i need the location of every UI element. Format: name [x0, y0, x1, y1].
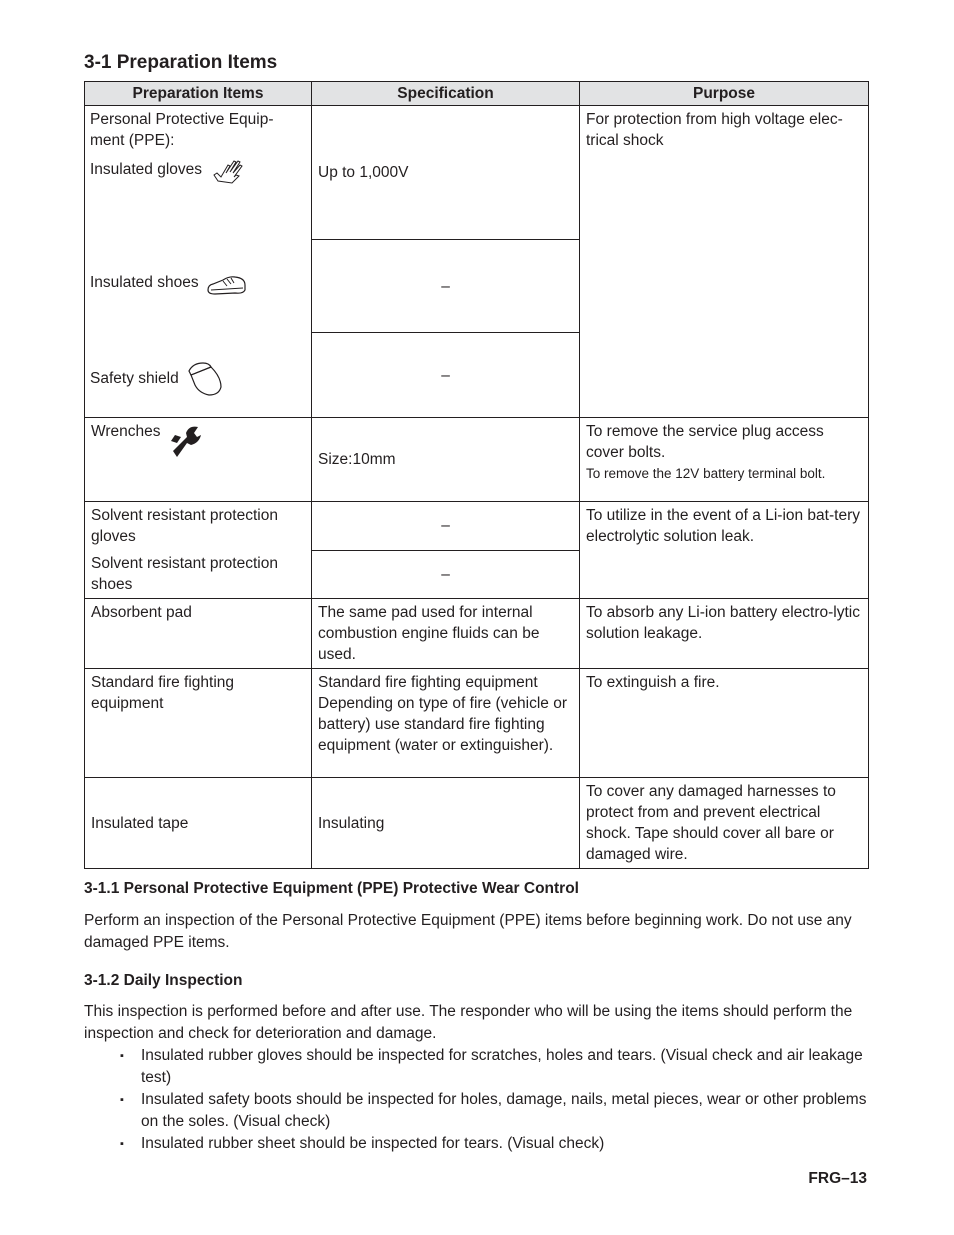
table-header-row	[85, 82, 869, 106]
spec-fire-fighting-detail: Depending on type of fire (vehicle or battery) use standard fire fighting equipment (water or extinguisher).	[318, 695, 568, 754]
purpose-solvent: To utilize in the event of a Li-ion bat-tery electrolytic solution leak.	[580, 502, 869, 599]
daily-inspection-intro: This inspection is performed before and after use. The responder who will be using the items should perform the inspection and check for deterioration and damage.	[84, 1003, 853, 1042]
preparation-items-table	[84, 81, 869, 869]
glove-icon	[210, 153, 250, 187]
item-safety-shield: Safety shield	[90, 370, 179, 388]
item-absorbent-pad: Absorbent pad	[85, 599, 312, 669]
list-item: ▪ Insulated rubber gloves should be inspected for scratches, holes and tears. (Visual check and air leakage test)	[84, 1045, 874, 1089]
table-row	[85, 599, 869, 669]
purpose-insulated-tape: To cover any damaged harnesses to protect from and prevent electrical shock. Tape should cover all bare or damaged wire.	[580, 778, 869, 869]
face-shield-icon	[185, 361, 225, 397]
spec-absorbent-pad: The same pad used for internal combustion engine fluids can be used.	[312, 599, 580, 669]
section-title: 3-1 Preparation Items	[84, 52, 278, 73]
header-specification: Specification	[312, 82, 580, 106]
table-row	[85, 418, 869, 502]
list-item: ▪ Insulated safety boots should be inspected for holes, damage, nails, metal pieces, wear or other problems on the soles. (Visual check)	[84, 1089, 874, 1133]
table-row	[85, 502, 869, 551]
item-insulated-shoes: Insulated shoes	[90, 274, 199, 292]
table-row	[85, 669, 869, 778]
header-preparation-items: Preparation Items	[85, 82, 312, 106]
table-row	[85, 106, 869, 240]
purpose-absorbent-pad: To absorb any Li-ion battery electro-lytic solution leakage.	[580, 599, 869, 669]
item-solvent-shoes: Solvent resistant protection shoes	[91, 555, 278, 593]
header-purpose: Purpose	[580, 82, 869, 106]
inspection-list	[84, 1045, 874, 1155]
spec-fire-fighting: Standard fire fighting equipment	[318, 674, 538, 691]
item-wrenches-cell	[85, 418, 312, 502]
subsection-title-ppe-control: 3-1.1 Personal Protective Equipment (PPE) Protective Wear Control	[84, 880, 579, 897]
ppe-label: Personal Protective Equip-	[90, 111, 274, 128]
spec-fire-fighting-cell	[312, 669, 580, 778]
item-solvent-gloves: Solvent resistant protection gloves	[91, 507, 278, 545]
item-insulated-gloves: Insulated gloves	[90, 161, 203, 179]
spec-insulated-gloves: Up to 1,000V	[312, 106, 580, 240]
purpose-wrenches-cell	[580, 418, 869, 502]
page-number: FRG–13	[808, 1170, 867, 1187]
shoe-icon	[205, 268, 249, 298]
wrench-icon	[167, 421, 207, 459]
purpose-fire-fighting: To extinguish a fire.	[580, 669, 869, 778]
ppe-items-cell	[85, 106, 312, 418]
item-wrenches: Wrenches	[91, 423, 161, 440]
spec-wrenches: Size:10mm	[312, 418, 580, 502]
purpose-ppe: For protection from high voltage elec-trical shock	[580, 106, 869, 418]
ppe-control-body: Perform an inspection of the Personal Protective Equipment (PPE) items before beginning work. Do not use any damaged PPE items.	[84, 912, 852, 951]
spec-solvent-shoes: –	[312, 550, 580, 599]
spec-solvent-gloves: –	[312, 502, 580, 551]
item-fire-fighting: Standard fire fighting equipment	[85, 669, 312, 778]
item-insulated-tape: Insulated tape	[85, 778, 312, 869]
spec-safety-shield: –	[312, 333, 580, 418]
spec-insulated-shoes: –	[312, 240, 580, 333]
subsection-title-daily-inspection: 3-1.2 Daily Inspection	[84, 972, 243, 989]
table-row	[85, 778, 869, 869]
solvent-items-cell	[85, 502, 312, 599]
purpose-wrenches: To remove the service plug access cover bolts.	[586, 423, 824, 461]
list-item: ▪ Insulated rubber sheet should be inspected for tears. (Visual check)	[84, 1133, 874, 1155]
spec-insulated-tape: Insulating	[312, 778, 580, 869]
purpose-wrenches-note: To remove the 12V battery terminal bolt.	[586, 466, 826, 481]
daily-inspection-body	[84, 1001, 874, 1155]
ppe-label-cont: ment (PPE):	[90, 132, 175, 149]
